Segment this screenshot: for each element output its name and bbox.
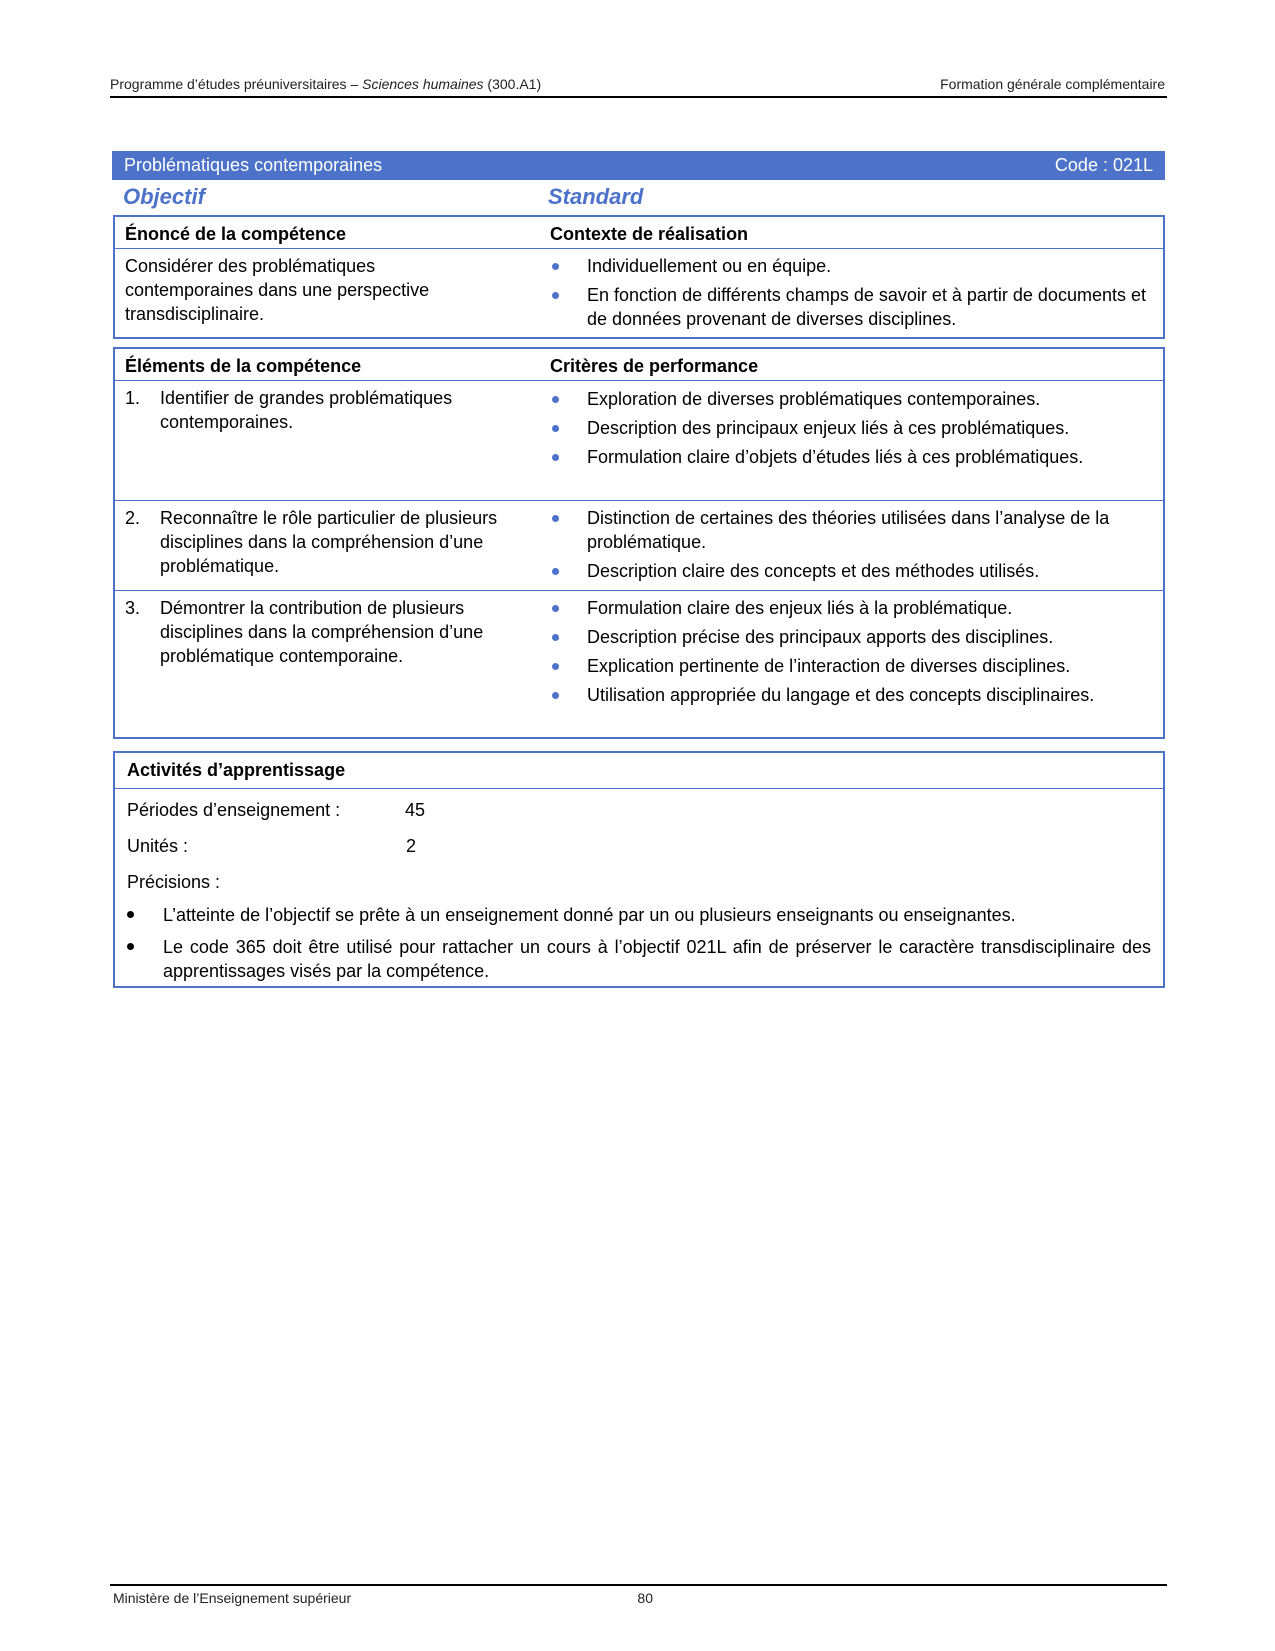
element-text: Identifier de grandes problématiques contemporaines. (160, 388, 453, 432)
criteria-list (550, 387, 1151, 469)
criteria-list (550, 596, 1151, 707)
activities-box (113, 751, 1165, 988)
enonce-text: Considérer des problématiques contemporaines dans une perspective transdisciplinaire. (125, 256, 430, 324)
competence-table (113, 215, 1165, 339)
contexte-item: Individuellement ou en équipe. (550, 254, 1151, 278)
element-2 (125, 506, 520, 578)
page-number: 80 (637, 1590, 653, 1606)
criterion-item: Distinction de certaines des théories utilisées dans l’analyse de la problématique. (550, 506, 1151, 554)
criteria-2 (550, 506, 1151, 588)
criterion-item: Utilisation appropriée du langage et des concepts disciplinaires. (550, 683, 1151, 707)
precisions-list (127, 903, 1151, 983)
activities-header: Activités d’apprentissage (115, 753, 1163, 789)
precision-item: Le code 365 doit être utilisé pour rattacher un cours à l’objectif 021L afin de préserver le caractère transdisciplinaire des apprentissages visés par la compétence. (127, 935, 1151, 983)
element-number: 3. (125, 598, 141, 618)
page-header (110, 76, 1165, 92)
element-row-3 (115, 590, 1163, 739)
element-text: Reconnaître le rôle particulier de plusieurs disciplines dans la compréhension d’une problématique. (160, 508, 498, 576)
elements-header-row (115, 349, 1163, 380)
objective-banner (112, 151, 1165, 180)
criteria-1 (550, 387, 1151, 474)
element-1 (125, 386, 520, 434)
criteria-list (550, 506, 1151, 583)
footer-rule (110, 1584, 1167, 1586)
periodes-row (127, 800, 426, 821)
element-number: 2. (125, 508, 141, 528)
unites-label: Unités : (127, 836, 189, 856)
criterion-item: Description précise des principaux apports des disciplines. (550, 625, 1151, 649)
element-text: Démontrer la contribution de plusieurs disciplines dans la compréhension d’une problématique contemporaine. (160, 598, 484, 666)
criterion-item: Exploration de diverses problématiques contemporaines. (550, 387, 1151, 411)
competence-header-row (115, 217, 1163, 248)
criterion-item: Formulation claire d’objets d’études liés à ces problématiques. (550, 445, 1151, 469)
competence-body-row (115, 248, 1163, 338)
unites-row (127, 836, 417, 857)
element-3 (125, 596, 520, 668)
header-rule (110, 96, 1167, 98)
contexte-header: Contexte de réalisation (550, 224, 749, 244)
subhead-standard: Standard (548, 184, 644, 209)
banner-title: Problématiques contemporaines (124, 155, 383, 175)
element-row-1 (115, 380, 1163, 500)
criterion-item: Description claire des concepts et des méthodes utilisés. (550, 559, 1151, 583)
periodes-label: Périodes d’enseignement : (127, 800, 341, 820)
precisions-label: Précisions : (127, 872, 221, 892)
criteres-header: Critères de performance (550, 356, 759, 376)
elements-table (113, 347, 1165, 739)
banner-code: Code : 021L (1054, 155, 1153, 175)
subhead-objectif: Objectif (123, 184, 205, 209)
contexte-item: En fonction de différents champs de savoir et à partir de documents et de données provenant de diverses disciplines. (550, 283, 1151, 331)
footer-left: Ministère de l’Enseignement supérieur (113, 1590, 352, 1606)
elements-header: Éléments de la compétence (125, 356, 362, 376)
unites-value: 2 (406, 836, 417, 856)
element-number: 1. (125, 388, 141, 408)
criterion-item: Explication pertinente de l’interaction de diverses disciplines. (550, 654, 1151, 678)
precision-item: L’atteinte de l’objectif se prête à un enseignement donné par un ou plusieurs enseignants ou enseignantes. (127, 903, 1151, 927)
program-title: Programme d’études préuniversitaires – Sciences humaines (300.A1) (110, 76, 542, 92)
periodes-value: 45 (405, 800, 426, 820)
page-footer (113, 1590, 653, 1606)
enonce-header: Énoncé de la compétence (125, 224, 347, 244)
criterion-item: Description des principaux enjeux liés à ces problématiques. (550, 416, 1151, 440)
contexte-list (550, 254, 1151, 331)
contexte-list-wrap (550, 254, 1151, 336)
criteria-3 (550, 596, 1151, 712)
element-row-2 (115, 500, 1163, 590)
criterion-item: Formulation claire des enjeux liés à la problématique. (550, 596, 1151, 620)
header-right: Formation générale complémentaire (940, 76, 1165, 92)
precisions-list-wrap (127, 903, 1151, 991)
